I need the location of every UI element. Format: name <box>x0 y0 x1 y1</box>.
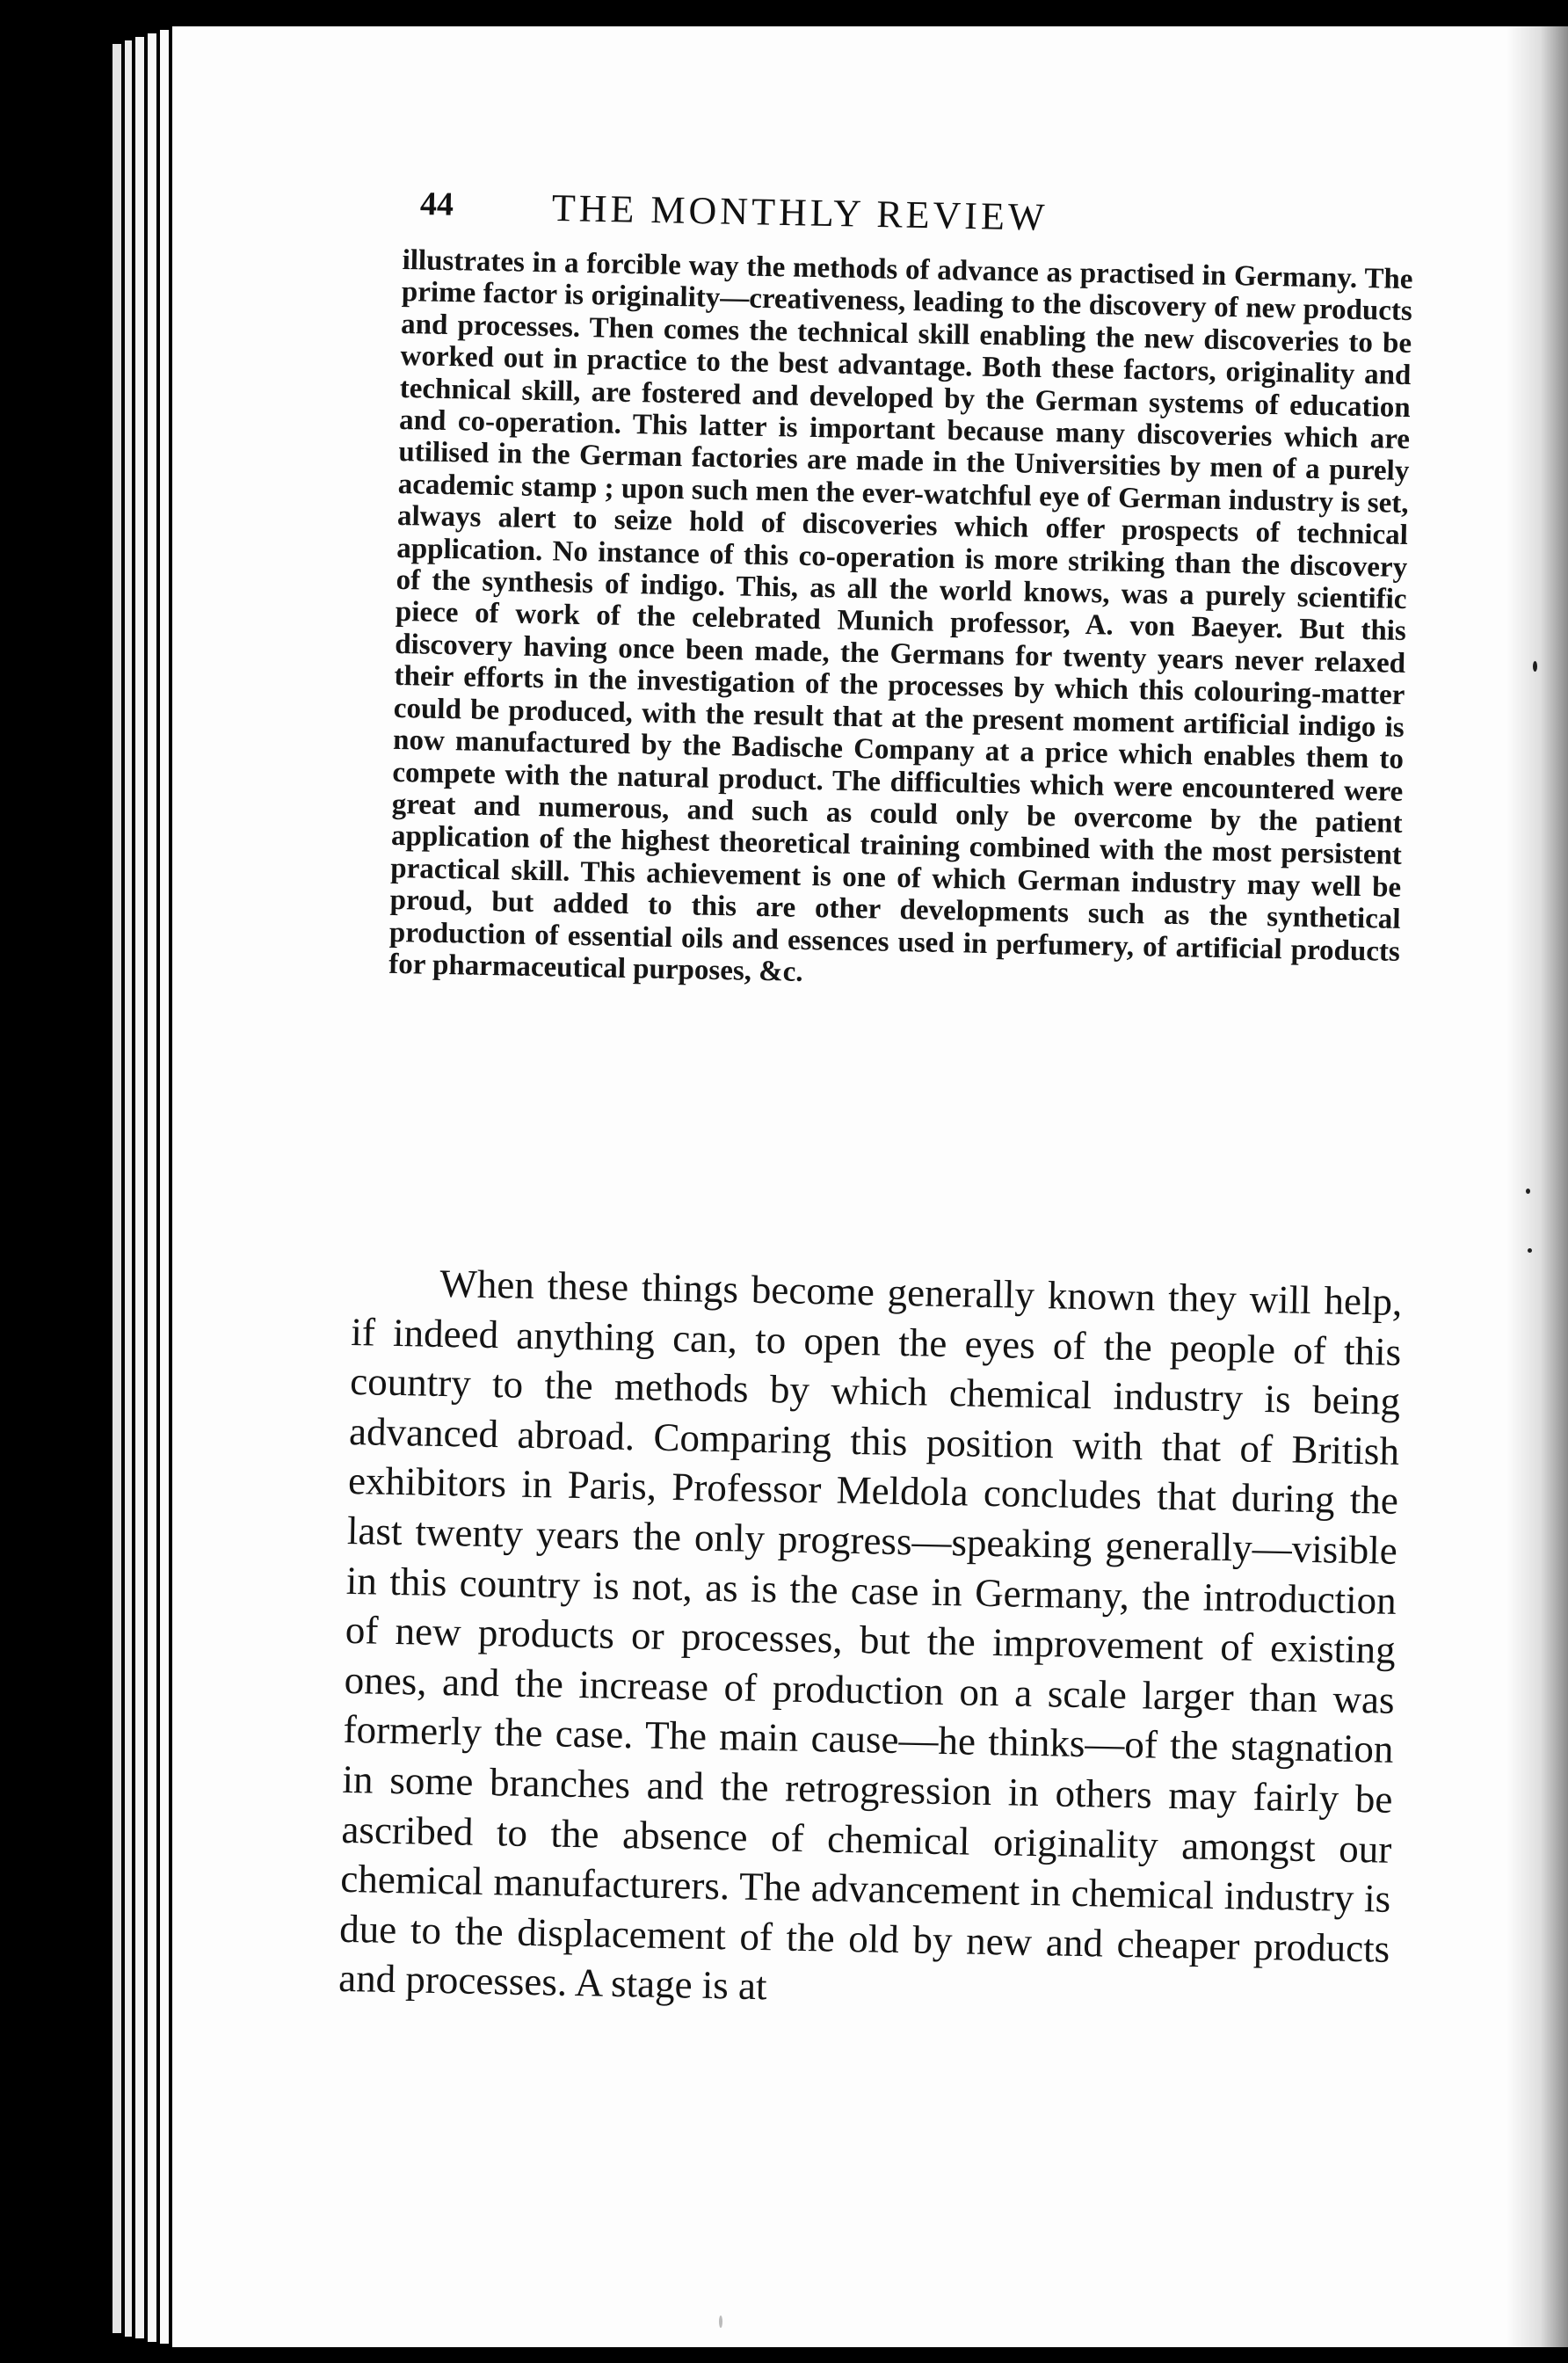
book-page <box>172 26 1568 2347</box>
page-edge <box>125 40 132 2337</box>
page-edge <box>113 44 121 2333</box>
page-edge <box>148 33 156 2342</box>
page-edge <box>160 30 169 2344</box>
page-edge <box>135 37 144 2338</box>
quoted-extract <box>388 244 1413 1000</box>
page-number: 44 <box>419 185 454 223</box>
running-title: THE MONTHLY REVIEW <box>551 185 1049 239</box>
ink-speck <box>719 2316 722 2328</box>
body-paragraph: When these things become generally known they will help, if indeed anything can, to open the eyes of the people of this country to the methods by which chemical industry is being advanced abroad. Comparing this position with that of British exhibitors in Paris, Professor Meldola concludes that during the last twenty years the only progress—speaking generally—visible in this country is not, as is the case in Germany, the introduction of new products or processes, but the improvement of existing ones, and the increase of production on a scale larger than was formerly the case. The main cause—he thinks—of the stagnation in some branches and the retrogression in others may fairly be ascribed to the absence of chemical originality amongst our chemical manufacturers. The advancement in chemical industry is due to the displacement of the old by new and cheaper products and processes. A stage is at <box>338 1261 1403 2009</box>
quoted-paragraph: illustrates in a forcible way the methods of advance as practised in Germany. The prime factor is originality—creativeness, leading to the discovery of new products and processes. Then comes the technical skill enabling the new discoveries to be worked out in practice to the best advantage. Both these factors, originality and technical skill, are fostered and developed by the German systems of education and co-operation. This latter is important because many discoveries which are utilised in the German factories are made in the Universities by men of a purely academic stamp ; upon such men the ever-watchful eye of German industry is set, always alert to seize hold of discoveries which offer prospects of technical application. No instance of this co-operation is more striking than the discovery of the synthesis of indigo. This, as all the world knows, was a purely scientific piece of work of the celebrated Munich professor, A. von Baeyer. But this discovery having once been made, the Germans for twenty years never relaxed their efforts in the investigation of the processes by which this colouring-matter could be produced, with the result that at the present moment artificial indigo is now manufactured by the Badische Company at a price which enables them to compete with the natural product. The difficulties which were encountered were great and numerous, and such as could only be overcome by the patient application of the highest theoretical training combined with the most persistent practical skill. This achievement is one of which German industry may well be proud, but added to this are other developments such as the synthetical production of essential oils and essences used in perfumery, of artificial products for pharmaceutical purposes, &c. <box>388 244 1413 988</box>
page-header <box>419 158 1416 257</box>
ink-speck <box>1533 661 1537 672</box>
ink-speck <box>1526 1189 1530 1194</box>
body-text <box>338 1257 1403 2024</box>
ink-speck <box>1528 1248 1532 1253</box>
